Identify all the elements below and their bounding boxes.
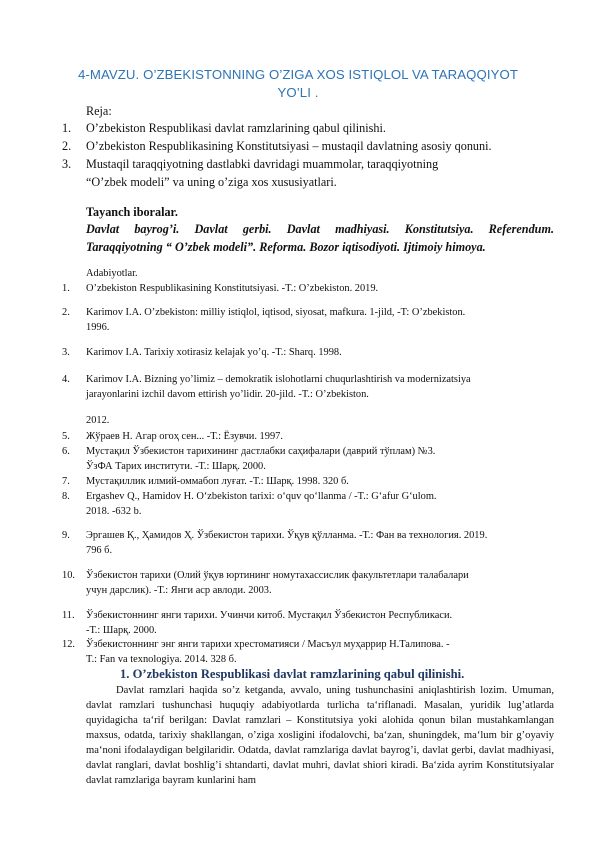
key-terms-heading: Tayanch iboralar. — [86, 205, 178, 219]
literature-item: O’zbekiston Respublikasining Konstitutsiyasi. -T.: O’zbekiston. 2019. — [86, 283, 379, 294]
literature-item-continued: T.: Fan va texnologiya. 2014. 328 б. — [86, 654, 237, 665]
plan-item-text: Mustaqil taraqqiyotning dastlabki davridagi muammolar, taraqqiyotning — [86, 157, 439, 171]
key-terms-line: Davlat bayrog’i. Davlat gerbi. Davlat madhiyasi. Konstitutsiya. Referendum. — [86, 222, 554, 236]
literature-item: Жўраев Н. Агар огоҳ сен... -Т.: Ёзувчи. 1997. — [86, 431, 283, 442]
plan-item-number: 3. — [62, 157, 72, 171]
plan-item-text-continued: “O’zbek modeli” va uning o’ziga xos xususiyatlari. — [86, 175, 337, 189]
literature-item-continued: -Т.: Шарқ. 2000. — [86, 625, 157, 636]
literature-item: Karimov I.A. Bizning yo’limiz – demokratik islohotlarni chuqurlashtirish va modernizatsiya — [86, 374, 471, 385]
literature-item-number: 7. — [62, 476, 70, 487]
literature-item-continued: 2018. -632 b. — [86, 506, 142, 517]
literature-item-number: 5. — [62, 431, 70, 442]
plan-heading: Reja: — [86, 104, 112, 118]
literature-item: Ergashev Q., Hamidov H. O‘zbekiston tarixi: o‘quv qo‘llanma / -T.: G‘afur G‘ulom. — [86, 491, 437, 502]
literature-item-number: 3. — [62, 347, 70, 358]
literature-item: Эргашев Қ., Ҳамидов Ҳ. Ўзбекистон тарихи. Ўқув қўлланма. -Т.: Фан ва технология. 2019. — [86, 530, 488, 541]
literature-item-number: 10. — [62, 570, 75, 581]
plan-item-text: O’zbekiston Respublikasining Konstitutsiyasi – mustaqil davlatning asosiy qonuni. — [86, 139, 492, 153]
literature-item: Ўзбекистон тарихи (Олий ўқув юртининг номутахассислик факультетлари талабалари — [86, 570, 469, 581]
literature-item: Karimov I.A. O’zbekiston: milliy istiqlol, iqtisod, siyosat, mafkura. 1-jild, -T: O’zbekiston. — [86, 307, 466, 318]
literature-item-continued: 796 б. — [86, 545, 113, 556]
literature-item-continued: jarayonlarini izchil davom ettirish yo’lidir. 20-jild. -T.: O’zbekiston. — [86, 389, 369, 400]
literature-item-number: 11. — [62, 610, 75, 621]
section-heading: 1. O’zbekiston Respublikasi davlat ramzlarining qabul qilinishi. — [120, 667, 465, 681]
literature-item-continued: 1996. — [86, 322, 110, 333]
literature-item: Мустақиллик илмий-оммабоп луғат. -Т.: Шарқ. 1998. 320 б. — [86, 476, 349, 487]
plan-item-number: 1. — [62, 121, 72, 135]
literature-item: Ўзбекистоннинг янги тарихи. Учинчи китоб. Мустақил Ўзбекистон Республикаси. — [86, 610, 453, 621]
literature-item: Мустақил Ўзбекистон тарихининг дастлабки саҳифалари (даврий тўплам) №3. — [86, 446, 436, 457]
literature-item-number: 12. — [62, 639, 75, 650]
literature-item-number: 6. — [62, 446, 70, 457]
literature-item: Ўзбекистоннинг энг янги тарихи хрестоматияси / Масъул муҳаррир Н.Талипова. - — [86, 639, 450, 650]
plan-item-number: 2. — [62, 139, 72, 153]
literature-item-number: 2. — [62, 307, 70, 318]
literature-item-number: 8. — [62, 491, 70, 502]
literature-item: Karimov I.A. Tarixiy xotirasiz kelajak yo’q. -T.: Sharq. 1998. — [86, 347, 342, 358]
literature-heading: Adabiyotlar. — [86, 268, 138, 279]
page-title: 4-MAVZU. O’ZBEKISTONNING O’ZIGA XOS ISTIQLOL VA TARAQQIYOT YO’LI . — [77, 67, 519, 100]
plan-item-text: O’zbekiston Respublikasi davlat ramzlarining qabul qilinishi. — [86, 121, 386, 135]
literature-item-continued: 2012. — [86, 415, 110, 426]
literature-item-continued: учун дарслик). -Т.: Янги аср авлоди. 2003. — [86, 585, 272, 596]
literature-item-number: 4. — [62, 374, 70, 385]
literature-item-continued: ЎзФА Тарих институти. -Т.: Шарқ. 2000. — [86, 461, 266, 472]
literature-item-number: 9. — [62, 530, 70, 541]
key-terms-line: Taraqqiyotning “ O’zbek modeli”. Reforma. Bozor iqtisodiyoti. Ijtimoiy himoya. — [86, 240, 486, 254]
literature-item-number: 1. — [62, 283, 70, 294]
section-paragraph: Davlat ramzlari haqida so’z ketganda, avvalo, uning tushunchasini aniqlashtirish lozim. Umuman, davlat ramzlari tushunchasi huquqiy adabiyotlarda turlicha ta‘riflanadi. Masalan, yuridik lug’atlarda quyidagicha ta‘rif berilgan: Davlat ramzlari – Konstitutsiya yoki alohida qonun bilan mustahkamlangan maxsus, odatda, tarixiy shakllangan, o’ziga xosligini ifodalovchi, ba‘zan, shuningdek, ma‘lum bir g’oyaviy ma‘noni ifodalaydigan belgilaridir. Odatda, davlat ramzlariga davlat bayrog’i, davlat gerbi, davlat madhiyasi, davlat ranglari, davlat boshlig’i shtandarti, davlat muhri, davlat shiori kiradi. Ba‘zida ayrim Konstitutsiyalar davlat ramzlariga bayram kunlarini ham — [86, 685, 554, 786]
